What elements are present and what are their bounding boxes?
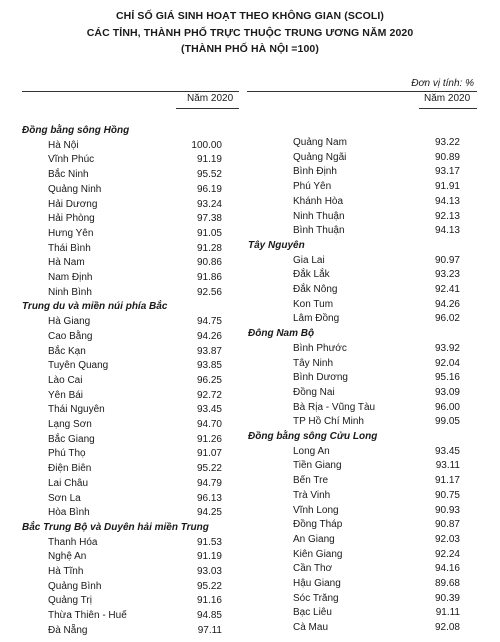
province-name: Hòa Bình [48, 507, 90, 519]
scoli-value: 91.19 [196, 551, 222, 563]
scoli-value: 94.13 [434, 225, 460, 237]
province-name: Hà Giang [48, 316, 91, 328]
scoli-value: 93.22 [434, 137, 460, 148]
scoli-value: 91.28 [196, 242, 222, 254]
scoli-value: 94.16 [434, 563, 460, 575]
scoli-value: 95.52 [196, 169, 222, 181]
unit-label: Đơn vị tính: % [411, 78, 474, 89]
province-name: Quảng Trị [48, 595, 92, 607]
province-name: Quảng Nam [293, 137, 347, 148]
province-name: Bắc Kạn [48, 345, 86, 357]
province-name: Bạc Liêu [293, 607, 332, 619]
province-name: Kiên Giang [293, 548, 343, 560]
province-name: Nghệ An [48, 551, 87, 563]
scoli-value: 91.07 [196, 448, 222, 460]
province-name: An Giang [293, 533, 335, 545]
province-name: Nam Định [48, 272, 93, 283]
province-name: Thái Nguyên [48, 404, 105, 416]
scoli-value: 94.75 [196, 316, 222, 328]
title-line-2: CÁC TỈNH, THÀNH PHỐ TRỰC THUỘC TRUNG ƯƠNG NĂM 2020 [86, 27, 414, 39]
scoli-value: 92.41 [434, 284, 460, 295]
province-name: Phú Yên [293, 181, 332, 193]
scoli-value: 96.00 [434, 401, 460, 413]
province-name: Gia Lai [293, 254, 325, 266]
scoli-value: 90.87 [434, 519, 460, 531]
scoli-value: 91.26 [196, 433, 222, 445]
scoli-value: 95.22 [196, 463, 222, 475]
province-name: Bến Tre [293, 475, 329, 487]
province-name: Quảng Ninh [48, 183, 102, 195]
province-name: Lạng Sơn [48, 419, 92, 430]
scoli-value: 92.24 [434, 548, 460, 560]
region-header: Đồng bằng sông Hồng [22, 125, 130, 136]
province-name: Lâm Đồng [293, 313, 340, 325]
region-header: Bắc Trung Bộ và Duyên hải miền Trung [22, 521, 209, 533]
province-name: Kon Tum [293, 298, 334, 310]
title-line-1: CHỈ SỐ GIÁ SINH HOẠT THEO KHÔNG GIAN (SCOLI) [115, 10, 385, 22]
region-header: Tây Nguyên [248, 239, 305, 251]
province-name: Đồng Nai [293, 386, 335, 398]
province-name: Bắc Ninh [48, 169, 89, 181]
scoli-value: 93.45 [434, 445, 460, 457]
province-name: TP Hồ Chí Minh [293, 416, 364, 428]
scoli-value: 99.05 [434, 416, 460, 428]
scoli-value: 95.16 [434, 372, 460, 384]
province-name: Thanh Hóa [48, 536, 98, 548]
province-name: Ninh Thuận [293, 210, 345, 222]
province-name: Bình Phước [293, 342, 347, 354]
left-column-header: Năm 2020 [187, 93, 234, 104]
scoli-value: 96.02 [434, 313, 460, 325]
scoli-value: 93.23 [434, 269, 460, 281]
title-line-3: (THÀNH PHỐ HÀ NỘI =100) [181, 43, 319, 55]
scoli-value: 91.05 [196, 227, 222, 239]
scoli-value: 92.03 [434, 533, 460, 545]
province-name: Hải Dương [48, 198, 98, 210]
province-name: Hậu Giang [293, 578, 341, 589]
scoli-value: 93.03 [196, 566, 222, 577]
scoli-value: 92.08 [434, 622, 460, 634]
province-name: Tuyên Quang [48, 360, 109, 372]
scoli-value: 92.56 [196, 286, 222, 298]
scoli-value: 93.92 [434, 342, 460, 354]
province-name: Lào Cai [48, 374, 83, 386]
scoli-value: 91.17 [434, 475, 460, 487]
province-name: Yên Bái [48, 389, 84, 401]
scoli-value: 93.87 [196, 345, 222, 357]
province-name: Cần Thơ [293, 563, 333, 575]
province-name: Đà Nẵng [48, 624, 88, 636]
province-name: Hà Nam [48, 257, 85, 269]
province-name: Lai Châu [48, 477, 89, 489]
right-column-header: Năm 2020 [424, 93, 471, 104]
province-name: Hưng Yên [48, 227, 94, 239]
scoli-value: 93.24 [196, 198, 222, 210]
province-name: Trà Vinh [293, 489, 331, 501]
province-name: Khánh Hòa [293, 195, 344, 207]
scoli-value: 91.16 [196, 595, 222, 607]
scoli-value: 92.72 [196, 389, 222, 401]
province-name: Ninh Bình [48, 286, 92, 298]
province-name: Hà Nội [48, 139, 79, 151]
province-name: Thái Bình [48, 242, 91, 254]
scoli-value: 92.13 [434, 210, 460, 222]
right-header-rule [419, 108, 477, 109]
scoli-value: 90.86 [196, 257, 222, 269]
scoli-value: 93.09 [434, 386, 460, 398]
scoli-value: 94.85 [196, 610, 222, 622]
scoli-value: 90.39 [434, 592, 460, 604]
province-name: Cà Mau [293, 622, 329, 634]
left-header-rule [176, 108, 239, 109]
scoli-value: 90.75 [434, 489, 460, 501]
province-name: Bà Rịa - Vũng Tàu [293, 401, 376, 413]
scoli-value: 91.91 [434, 181, 460, 193]
left-top-rule [22, 91, 239, 92]
scoli-value: 94.26 [434, 298, 460, 310]
region-header: Trung du và miền núi phía Bắc [22, 301, 168, 313]
province-name: Sơn La [48, 492, 81, 504]
province-name: Vĩnh Long [293, 504, 339, 516]
province-name: Sóc Trăng [293, 592, 339, 604]
scoli-value: 90.97 [434, 254, 460, 266]
scoli-value: 93.45 [196, 404, 222, 416]
province-name: Quảng Ngãi [293, 151, 347, 163]
scoli-value: 96.13 [196, 492, 222, 504]
scoli-value: 92.04 [434, 357, 460, 369]
scoli-value: 93.17 [434, 166, 460, 178]
region-header: Đồng bằng sông Cửu Long [248, 431, 378, 442]
scoli-value: 91.86 [196, 272, 222, 283]
scoli-value: 100.00 [191, 139, 222, 151]
scoli-value: 89.68 [434, 578, 460, 589]
scoli-value: 90.93 [434, 504, 460, 516]
scoli-value: 96.25 [196, 374, 222, 386]
province-name: Đắk Lắk [293, 269, 330, 281]
scoli-value: 91.53 [196, 536, 222, 548]
region-header: Đông Nam Bộ [248, 328, 315, 340]
scoli-value: 93.11 [435, 460, 460, 472]
province-name: Vĩnh Phúc [48, 154, 95, 166]
province-name: Bình Dương [293, 372, 348, 384]
province-name: Bình Thuận [293, 225, 345, 237]
province-name: Bắc Giang [48, 433, 95, 445]
scoli-value: 95.22 [196, 580, 222, 592]
province-name: Hải Phòng [48, 213, 95, 225]
province-name: Quảng Bình [48, 580, 102, 592]
scoli-value: 91.11 [435, 607, 460, 619]
scoli-value: 94.13 [434, 195, 460, 207]
province-name: Đắk Nông [293, 284, 338, 295]
scoli-value: 93.85 [196, 360, 222, 372]
province-name: Đồng Tháp [293, 519, 343, 531]
province-name: Tiền Giang [293, 460, 342, 472]
scoli-value: 96.19 [196, 183, 222, 195]
scoli-value: 94.26 [196, 330, 222, 342]
province-name: Điện Biên [48, 463, 92, 475]
scoli-value: 94.25 [196, 507, 222, 519]
scoli-value: 90.89 [434, 151, 460, 163]
province-name: Long An [293, 445, 330, 457]
right-top-rule [247, 91, 477, 92]
province-name: Tây Ninh [293, 357, 334, 369]
scoli-value: 94.70 [196, 419, 222, 430]
scoli-value: 91.19 [196, 154, 222, 166]
province-name: Bình Định [293, 166, 337, 178]
scoli-value: 97.11 [197, 624, 222, 636]
scoli-value: 94.79 [196, 477, 222, 489]
province-name: Hà Tĩnh [48, 566, 84, 577]
province-name: Thừa Thiên - Huế [48, 610, 127, 622]
scoli-value: 97.38 [196, 213, 222, 225]
province-name: Phú Thọ [48, 448, 86, 460]
province-name: Cao Bằng [48, 330, 93, 342]
